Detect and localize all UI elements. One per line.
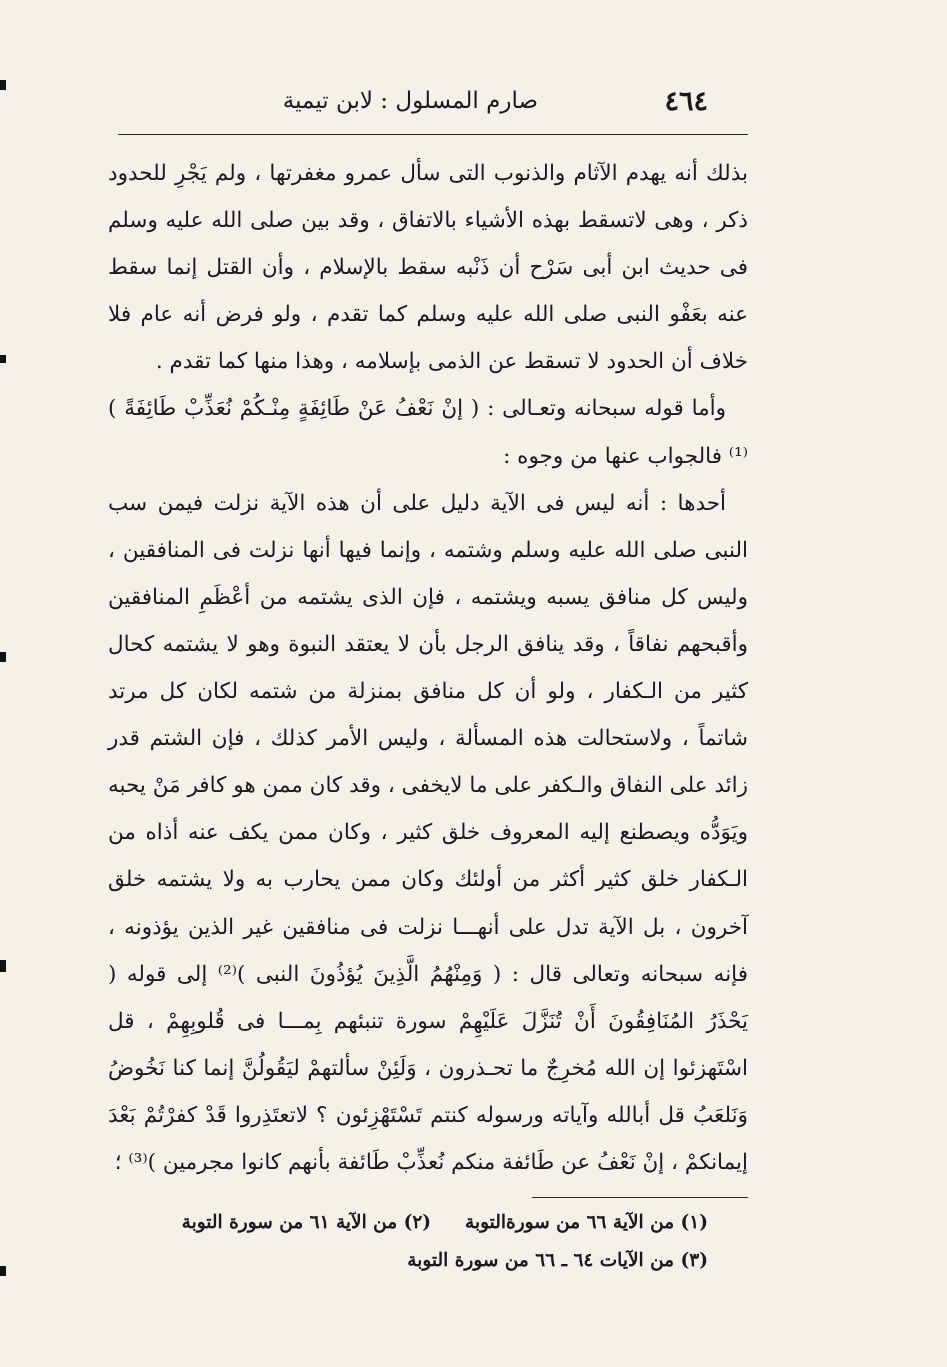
scan-edge-mark — [0, 355, 6, 363]
scan-edge-mark — [0, 652, 6, 662]
footnote-2: (٢) من الآية ٦١ من سورة التوبة — [181, 1212, 432, 1233]
footnote-row — [100, 1242, 708, 1280]
running-title: صارم المسلول : لابن تيمية — [282, 88, 538, 114]
scan-edge-mark — [0, 960, 6, 972]
footnotes — [100, 1204, 708, 1280]
paragraph: وأما قوله سبحانه وتعـالى : ( إنْ نَعْفُ عَنْ طَائِفَةٍ مِنْـكُمْ نُعَذِّبْ طَائِفَةً )⁽¹⁾ فالجواب عنها من وجوه : — [108, 396, 748, 469]
main-text — [108, 150, 748, 1186]
paragraph: أحدها : أنه ليس فى الآية دليل على أن هذه الآية نزلت فيمن سب النبى صلى الله عليه وسلم وشتمه ، وإنما فيها أنها نزلت فى المنافقين ، وليس كل منافق يسبه ويشتمه ، فإن الذى يشتمه من أعْظَمِ المنافقين وأقبحهم نفاقاً ، وقد ينافق الرجل بأن لا يعتقد النبوة وهو لا يشتمه كحال كثير من الـكفار ، ولو أن كل منافق بمنزلة من شتمه لكان كل مرتد شاتماً ، ولاستحالت هذه المسألة ، وليس الأمر كذلك ، فإن الشتم قدر زائد على النفاق والـكفر على ما لايخفى ، وقد كان ممن هو كافر مَنْ يحبه ويَوَدُّه ويصطنع إليه المعروف خلق كثير ، وكان ممن يكف عنه أذاه من الـكفار خلق كثير أكثر من أولئك وكان ممن يحارب به ولا يشتمه خلق آخرون ، بل الآية تدل على أنهـــا نزلت فى منافقين غير الذين يؤذونه ، فإنه سبحانه وتعالى قال : ( وَمِنْهُمُ الَّذِينَ يُؤذُونَ النبى )⁽²⁾ إلى قوله ( يَحْذَرُ المُنَافِقُونَ أَنْ تُنَزَّلَ عَلَيْهِمْ سورة تنبئهم بِمـــا فى قُلوبِهِمْ ، قل اسْتَهزئوا إن الله مُخرِجٌ ما تحـذرون ، وَلَئِنْ سألتهمْ ليَقُولُنَّ إنما كنا نَخُوضُ وَنَلعَبُ قل أبالله وآياته ورسوله كنتم تَسْتَهْزِئون ؟ لاتعتَذِروا قَدْ كفرْتُمْ بَعْدَ إيمانكمْ ، إنْ نَعْفُ عن طَائفة منكم نُعذِّبْ طَائفة بأنهم كانوا مجرمين )⁽³⁾ ؛ — [108, 490, 749, 1175]
scan-edge-mark — [0, 80, 6, 90]
footnote-row — [100, 1204, 708, 1242]
header-divider — [118, 134, 748, 135]
scan-edge-mark — [0, 1266, 6, 1276]
paragraph: بذلك أنه يهدم الآثام والذنوب التى سأل عمرو مغفرتها ، ولم يَجْرِ للحدود ذكر ، وهى لاتسقط بهذه الأشياء بالاتفاق ، وقد بين صلى الله عليه وسلم فى حديث ابن أبى سَرْح أن ذَنْبه سقط بالإسلام ، وأن القتل إنما سقط عنه بعَفْو النبى صلى الله عليه وسلم كما تقدم ، ولو فرض أنه عام فلا خلاف أن الحدود لا تسقط عن الذمى بإسلامه ، وهذا منها كما تقدم . — [108, 161, 748, 375]
footnote-1: (١) من الآية ٦٦ من سورةالتوبة — [465, 1212, 708, 1233]
footnote-divider — [532, 1197, 748, 1198]
page-header — [120, 82, 748, 122]
page-number: ٤٦٤ — [664, 86, 708, 117]
footnote-3: (٣) من الآيات ٦٤ ـ ٦٦ من سورة التوبة — [407, 1250, 708, 1271]
